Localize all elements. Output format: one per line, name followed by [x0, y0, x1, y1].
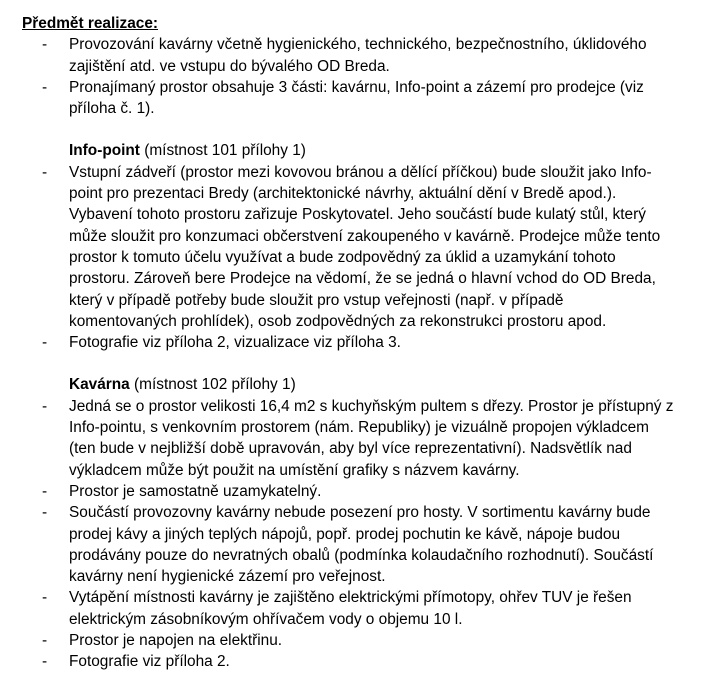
list-dash: - [42, 504, 48, 522]
list-dash: - [42, 163, 48, 181]
list-item [0, 651, 704, 672]
list-dash: - [42, 653, 48, 671]
list-item-text: Vstupní zádveří (prostor mezi kovovou bránou a dělící příčkou) bude sloužit jako Info-point pro prezentaci Bredy (architektonické návrhy, aktuální dění v Bredě apod.). Vybavení tohoto prostoru zařizuje Poskytovatel. Jeho součástí bude kulatý stůl, který může sloužit pro konzumaci občerstvení zakoupeného v kavárně. Prodejce může tento prostor k tomuto účelu využívat a bude zodpovědný za úklid a uzamykání tohoto prostoru. Zároveň bere Prodejce na vědomí, že se jedná o hlavní vchod do OD Breda, který v případě potřeby bude sloužit pro vstup veřejnosti (např. v případě komentovaných prohlídek), osob zodpovědných za rekonstrukci prostoru apod. [69, 163, 661, 330]
list-dash: - [42, 589, 48, 607]
list-item-text: Fotografie viz příloha 2, vizualizace viz příloha 3. [69, 334, 401, 352]
list-item [0, 630, 704, 651]
kavarna-note: (místnost 102 přílohy 1) [134, 376, 296, 394]
infopoint-list [0, 162, 704, 354]
list-item [0, 162, 704, 332]
infopoint-section-title [0, 140, 704, 161]
kavarna-title: Kavárna [69, 376, 130, 394]
section-heading: Předmět realizace: [22, 15, 159, 32]
list-item [0, 332, 704, 353]
infopoint-note: (místnost 101 přílohy 1) [144, 142, 306, 160]
intro-list [0, 34, 704, 119]
list-item [0, 587, 704, 630]
list-item [0, 77, 704, 120]
list-dash: - [42, 36, 48, 54]
list-dash: - [42, 334, 48, 352]
kavarna-list [0, 396, 704, 673]
list-dash: - [42, 78, 48, 96]
list-item-text: Součástí provozovny kavárny nebude posezení pro hosty. V sortimentu kavárny bude prodej kávy a jiných teplých nápojů, popř. prodej pochutin ke kávě, nápoje budou prodávány pouze do nevratných obalů (podmínka kolaudačního rozhodnutí). Součástí kavárny není hygienické zázemí pro veřejnost. [69, 504, 654, 586]
list-item-text: Provozování kavárny včetně hygienického, technického, bezpečnostního, úklidového zajištění atd. ve vstupu do bývalého OD Breda. [69, 36, 647, 75]
list-item [0, 502, 704, 587]
list-item-text: Prostor je napojen na elektřinu. [69, 632, 283, 650]
list-item [0, 481, 704, 502]
list-item-text: Fotografie viz příloha 2. [69, 653, 230, 671]
list-dash: - [42, 632, 48, 650]
list-item-text: Pronajímaný prostor obsahuje 3 části: kavárnu, Info-point a zázemí pro prodejce (viz příloha č. 1). [69, 78, 644, 118]
list-item-text: Vytápění místnosti kavárny je zajištěno elektrickými přímotopy, ohřev TUV je řešen elektrickým zásobníkovým ohřívačem vody o objemu 10 l. [69, 589, 632, 628]
list-item-text: Jedná se o prostor velikosti 16,4 m2 s kuchyňským pultem s dřezy. Prostor je přístupný z Info-pointu, s venkovním prostorem (nám. Republiky) je vizuálně propojen výkladcem (ten bude v nejbližší době upravován, aby byl více reprezentativní). Nadsvětlík nad výkladcem může být použit na umístění grafiky s názvem kavárny. [69, 397, 674, 479]
infopoint-title: Info-point [69, 142, 140, 160]
kavarna-section-title [0, 374, 704, 395]
list-item [0, 396, 704, 481]
list-item-text: Prostor je samostatně uzamykatelný. [69, 482, 322, 500]
list-dash: - [42, 482, 48, 500]
list-dash: - [42, 397, 48, 415]
list-item [0, 34, 704, 77]
